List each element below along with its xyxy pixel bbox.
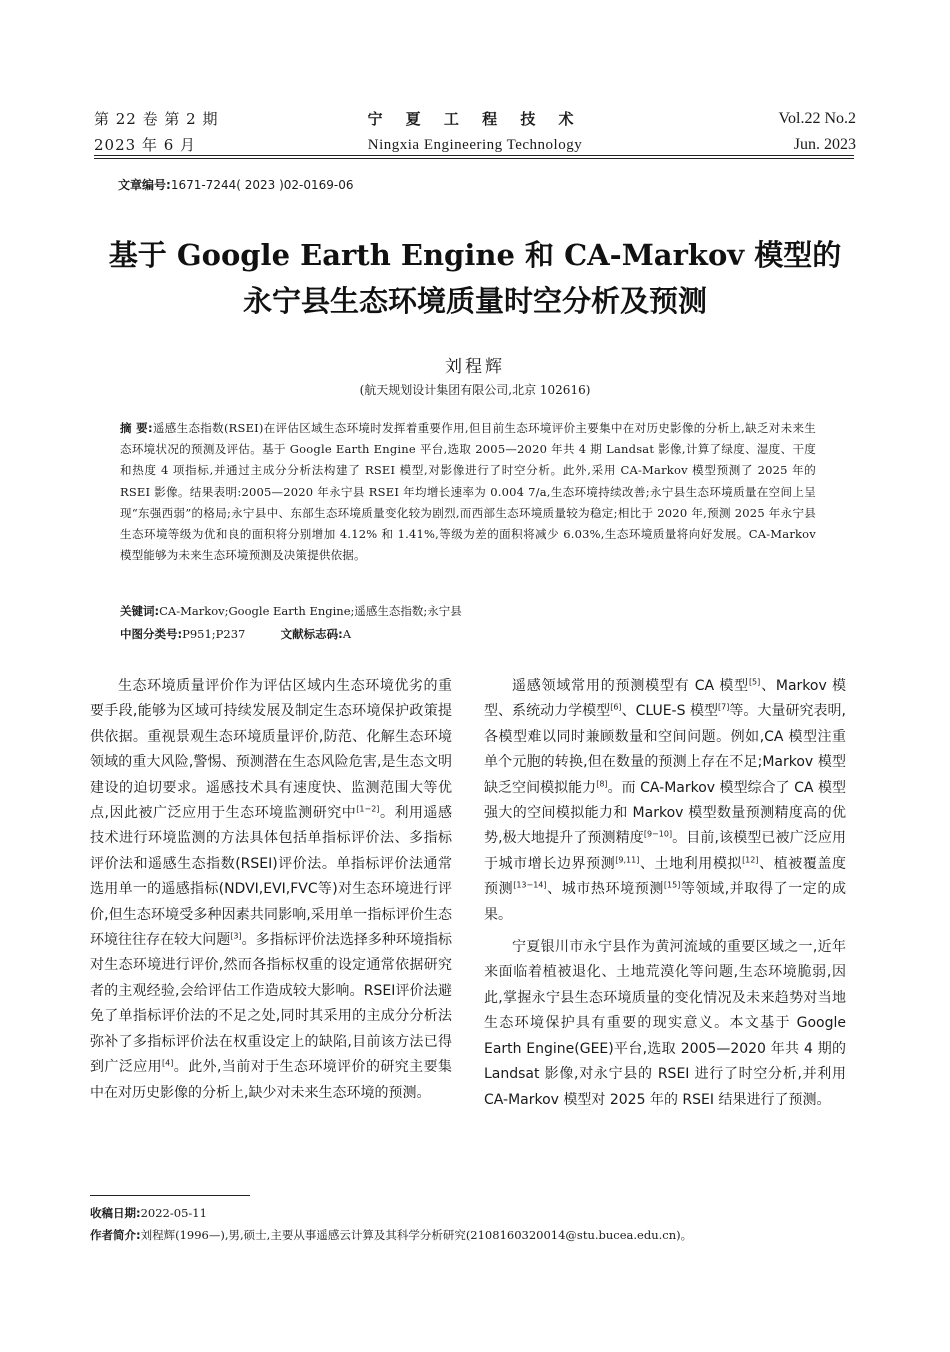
header-rule-bottom <box>94 158 854 159</box>
date-zh: 2023 年 6 月 <box>94 136 197 154</box>
doc-code-value: A <box>342 627 352 641</box>
text-run: 。利用遥感技术进行环境监测的方法具体包括单指标评价法、多指标评价法和遥感生态指数(RSEI)评价法。单指标评价法通常选用单一的遥感指标(NDVI,EVI,FVC等)对生态环境进行评价,但生态环境受多种因素共同影响,采用单一指标评价生态环境往往存在较大问题 <box>90 805 453 949</box>
citation: [15] <box>663 880 681 890</box>
citation: [9,11] <box>615 855 640 865</box>
keywords-text: CA-Markov;Google Earth Engine;遥感生态指数;永宁县 <box>159 604 462 618</box>
classification-label: 中图分类号: <box>120 627 183 641</box>
text-run: 。此外,当前对于生态环境评价的研究主要集中在对历史影像的分析上,缺少对未来生态环境的预测。 <box>90 1059 453 1101</box>
volume-issue-en: Vol.22 No.2 <box>778 110 856 127</box>
text-run: 。多指标评价法选择多种环境指标对生态环境进行评价,然而各指标权重的设定通常依据研究者的主观经验,会给评估工作造成较大影响。RSEI评价法避免了单指标评价法的不足之处,同时其采用的主成分分析法弥补了多指标评价法在权重设定上的缺陷,目前该方法已得到广泛应用 <box>90 932 453 1076</box>
citation: [13−14] <box>513 880 547 890</box>
keywords <box>120 601 816 621</box>
author-bio <box>90 1225 850 1245</box>
abstract-text: 遥感生态指数(RSEI)在评估区域生态环境时发挥着重要作用,但目前生态环境评价主要集中在对历史影像的分析上,缺乏对未来生态环境状况的预测及评估。基于 Google Earth Engine 平台,选取 2005—2020 年共 4 期 Landsat 影像,计算了绿度、湿度、干度和热度 4 项指标,并通过主成分分析法构建了 RSEI 模型,对影像进行了时空分析。此外,采用 CA-Markov 模型预测了 2025 年的 RSEI 影像。结果表明:2005—2020 年永宁县 RSEI 年均增长速率为 0.004 7/a,生态环境持续改善;永宁县生态环境质量在空间上呈现“东强西弱”的格局;永宁县中、东部生态环境质量变化较为剧烈,而西部生态环境质量较为稳定;相比于 2020 年,预测 2025 年永宁县生态环境等级为优和良的面积将分别增加 4.12% 和 1.41%,等级为差的面积将减少 6.03%,生态环境质量将向好发展。CA-Markov 模型能够为未来生态环境预测及决策提供依据。 <box>120 421 816 563</box>
text-run: 遥感领域常用的预测模型有 CA 模型 <box>512 678 749 694</box>
author-affiliation: (航天规划设计集团有限公司,北京 102616) <box>359 383 591 397</box>
citation: [3] <box>230 931 242 941</box>
date-en: Jun. 2023 <box>793 136 856 153</box>
paragraph <box>90 674 452 1106</box>
text-run: 等领域,并取得了一定的成果。 <box>484 881 846 923</box>
header-right <box>779 106 857 158</box>
citation: [7] <box>718 702 730 712</box>
keywords-label: 关键词: <box>120 604 160 618</box>
text-run: 、植被覆盖度预测 <box>484 855 847 898</box>
article-number <box>118 176 354 193</box>
footnote-rule <box>90 1195 250 1196</box>
text-run: 。目前,该模型已被广泛应用于城市增长边界预测 <box>484 830 847 872</box>
title-line-1: 基于 Google Earth Engine 和 CA-Markov 模型的 <box>108 238 842 272</box>
paper-title <box>0 232 950 324</box>
text-run: 、城市热环境预测 <box>546 881 664 898</box>
text-run: 生态环境质量评价作为评估区域内生态环境优劣的重要手段,能够为区域可持续发展及制定生态环境保护政策提供依据。重视景观生态环境质量评价,防范、化解生态环境领域的重大风险,警惕、预测潜在生态风险危害,是生态文明建设的迫切要求。遥感技术具有速度快、监测范围大等优点,因此被广泛应用于生态环境监测研究中 <box>90 678 452 822</box>
title-line-2: 永宁县生态环境质量时空分析及预测 <box>242 284 707 318</box>
journal-name-zh: 宁 夏 工 程 技 术 <box>367 110 583 128</box>
citation: [4] <box>162 1058 174 1068</box>
text-run: 。而 CA-Markov 模型综合了 CA 模型强大的空间模拟能力和 Markov 模型数量预测精度高的优势,极大地提升了预测精度 <box>484 779 846 847</box>
classification <box>120 624 816 644</box>
abstract <box>120 418 816 566</box>
header-rule-top <box>94 155 854 156</box>
citation: [1−2] <box>356 804 380 814</box>
citation: [9−10] <box>643 829 673 839</box>
text-run: 、Markov 模型、系统动力学模型 <box>484 678 846 720</box>
received-value: 2022-05-11 <box>140 1206 207 1220</box>
citation: [12] <box>742 855 759 865</box>
text-run: 、土地利用模拟 <box>639 855 743 872</box>
journal-name-en: Ningxia Engineering Technology <box>367 137 583 153</box>
body-column-right <box>484 674 846 1113</box>
received-label: 收稿日期: <box>90 1206 141 1220</box>
classification-value: P951;P237 <box>182 627 246 641</box>
received-date <box>90 1203 850 1223</box>
text-run: 、CLUE-S 模型 <box>621 703 719 720</box>
text-run: 等。大量研究表明,各模型难以同时兼顾数量和空间问题。例如,CA 模型注重单个元胞的转换,但在数量的预测上存在不足;Markov 模型缺乏空间模拟能力 <box>484 703 847 796</box>
body-column-left <box>90 674 452 1106</box>
article-number-label: 文章编号: <box>118 178 171 192</box>
volume-issue-zh: 第 22 卷 第 2 期 <box>94 110 219 128</box>
article-number-value: 1671-7244( 2023 )02-0169-06 <box>170 178 354 192</box>
paragraph: 宁夏银川市永宁县作为黄河流域的重要区域之一,近年来面临着植被退化、土地荒漠化等问题,生态环境脆弱,因此,掌握永宁县生态环境质量的变化情况及未来趋势对当地生态环境保护具有重要的现实意义。本文基于 Google Earth Engine(GEE)平台,选取 2005—2020 年共 4 期的 Landsat 影像,对永宁县的 RSEI 进行了时空分析,并利用 CA-Markov 模型对 2025 年的 RSEI 结果进行了预测。 <box>484 939 846 1108</box>
citation: [6] <box>610 702 622 712</box>
doc-code-label: 文献标志码: <box>280 627 343 641</box>
author-name: 刘程辉 <box>445 357 505 377</box>
citation: [5] <box>748 677 761 687</box>
paragraph <box>484 674 846 928</box>
bio-value: 刘程辉(1996—),男,硕士,主要从事遥感云计算及其科学分析研究(2108160320014@stu.bucea.edu.cn)。 <box>140 1228 693 1242</box>
abstract-label: 摘 要: <box>120 421 153 435</box>
citation: [8] <box>596 778 608 788</box>
bio-label: 作者简介: <box>90 1228 141 1242</box>
